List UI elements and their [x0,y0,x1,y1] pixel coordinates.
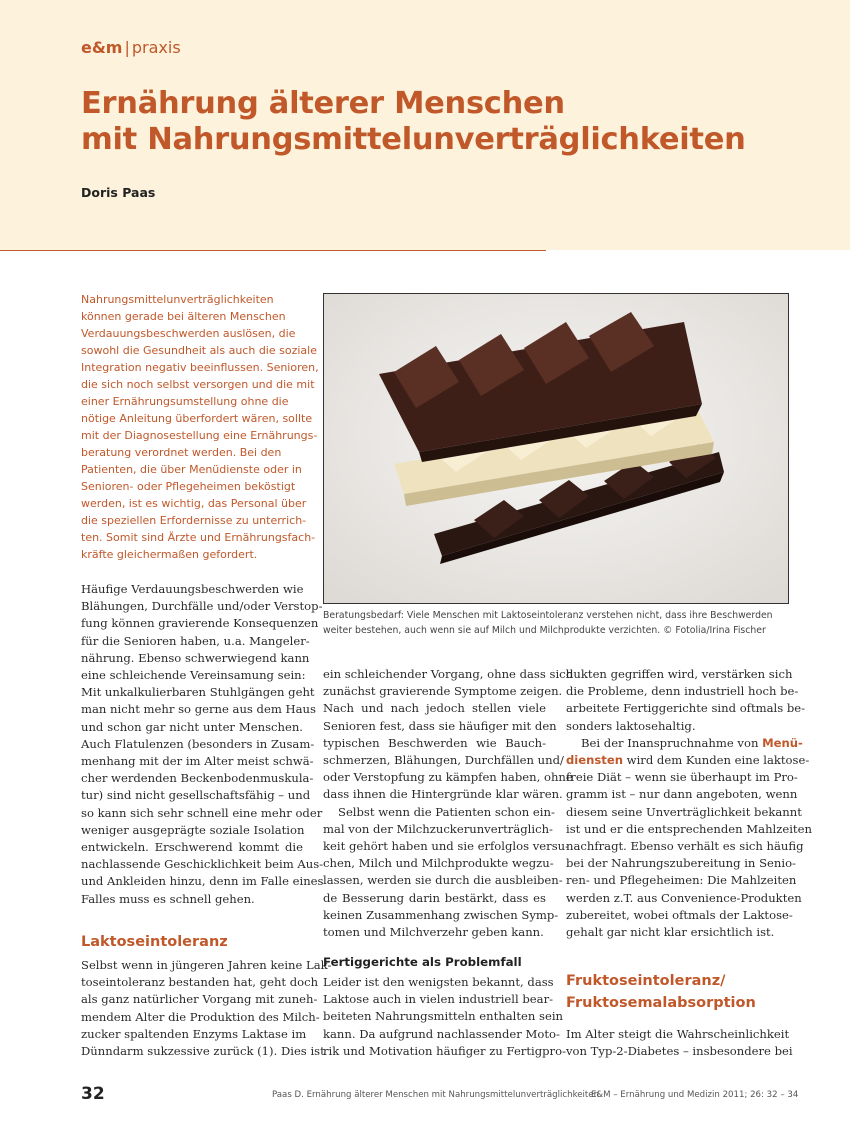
body-line: menhang mit der im Alter meist schwä- [81,754,314,769]
body-line: de Besserung darin bestärkt, dass es [323,890,546,905]
body-line: dukten gegriffen wird, verstärken sich [566,667,793,681]
body-line: Leider ist den wenigsten bekannt, dass [323,975,554,989]
lead-line: sowohl die Gesundheit als auch die soziale [81,344,317,357]
journal-brand: e&m [81,38,123,57]
body-line: die Probleme, denn industriell hoch be- [566,684,799,699]
body-line: toseintoleranz bestanden hat, geht doch [81,975,319,990]
body-line: chen, Milch und Milchprodukte wegzu- [323,856,554,871]
body-line: als ganz natürlicher Vorgang mit zuneh- [81,992,318,1007]
chocolate-illustration [324,294,788,603]
body-line: schmerzen, Blähungen, Durchfällen und/ [323,753,564,768]
body-line: ein schleichender Vorgang, ohne dass sich [323,667,574,681]
body-line: Mit unkalkulierbaren Stuhlgängen geht [81,685,315,700]
body-line: Häufige Verdauungsbeschwerden wie [81,582,304,596]
lead-line: werden, ist es wichtig, das Personal über [81,497,307,510]
title-line: Ernährung älterer Menschen [81,86,565,121]
body-line [566,735,803,752]
body-line: zubereitet, wobei oftmals der Laktose- [566,907,793,922]
body-line: rik und Motivation häufiger zu Fertigpro- [323,1043,566,1058]
article-lead [81,291,319,563]
body-line: man nicht mehr so gerne aus dem Haus [81,702,316,717]
body-line: Auch Flatulenzen (besonders in Zusam- [81,736,315,751]
lead-line: die speziellen Erfordernisse zu unterrich- [81,514,307,527]
link-menuedienste[interactable]: Menü- [762,735,803,750]
body-line: dass ihnen die Hintergründe klar wären. [323,787,563,802]
body-line: gehalt gar nicht klar ersichtlich ist. [566,925,775,940]
page-number: 32 [81,1084,105,1104]
kicker-separator: | [124,38,130,57]
body-line: arbeitete Fertiggerichte sind oftmals be- [566,701,806,716]
lead-line: die sich noch selbst versorgen und die mit [81,378,315,391]
column-1-intro [81,581,324,908]
body-line: kann. Da aufgrund nachlassender Moto- [323,1026,560,1041]
body-line: oder Verstopfung zu kämpfen haben, ohne [323,770,573,785]
body-line: werden z.T. aus Convenience-Produkten [566,890,802,905]
body-line: nährung. Ebenso schwerwiegend kann [81,650,310,665]
body-line: und Ankleiden hinzu, denn im Falle eines [81,874,324,889]
caption-line: weiter bestehen, auch wenn sie auf Milch und Milchprodukte verzichten. © Fotolia/Irina Fischer [323,625,766,636]
lead-line: mit der Diagnosestellung eine Ernährungs- [81,429,318,442]
body-line: tur) sind nicht gesellschaftsfähig – und [81,788,311,803]
lead-line: Senioren- oder Pflegeheimen beköstigt [81,480,296,493]
footer-journal: E&M – Ernährung und Medizin 2011; 26: 32 – 34 [591,1090,799,1100]
column-2-body [323,666,574,941]
lead-line: einer Ernährungsumstellung ohne die [81,395,289,408]
body-line: weniger ausgeprägte soziale Isolation [81,822,305,837]
lead-line: kräfte gleichermaßen gefordert. [81,548,258,561]
body-line: entwickeln. Erschwerend kommt die [81,840,303,855]
body-line: eine schleichende Vereinsamung sein: [81,668,306,683]
body-line: nachlassende Geschicklichkeit beim Aus- [81,857,324,872]
column-3-fruktose [566,1026,793,1060]
body-line: Falles muss es schnell gehen. [81,891,255,906]
caption-line: Beratungsbedarf: Viele Menschen mit Laktoseintoleranz verstehen nicht, dass ihre Beschwerden [323,610,773,621]
body-line: so kann sich sehr schnell eine mehr oder [81,805,323,820]
body-line: zucker spaltenden Enzyms Laktase im [81,1026,307,1041]
body-line: fung können gravierende Konsequenzen [81,616,319,631]
column-2-fertig [323,974,566,1060]
body-line: für die Senioren haben, u.a. Mangeler- [81,633,310,648]
body-line: und schon gar nicht unter Menschen. [81,719,303,734]
title-line: mit Nahrungsmittelunverträglichkeiten [81,122,746,157]
body-line: zunächst gravierende Symptome zeigen. [323,684,563,699]
lead-line: Integration negativ beeinflussen. Senioren, [81,361,319,374]
body-line: Selbst wenn in jüngeren Jahren keine Lak- [81,958,332,972]
header-divider [0,250,546,251]
body-line: Dünndarm sukzessive zurück (1). Dies ist [81,1044,325,1059]
column-1-laktose [81,957,332,1060]
link-menuedienste-cont[interactable]: diensten [566,753,623,768]
body-line: Senioren fest, dass sie häufiger mit den [323,718,557,733]
body-line: ren- und Pflegeheimen: Die Mahlzeiten [566,873,797,888]
body-line: diesem seine Unverträglichkeit bekannt [566,804,802,819]
heading-fertiggerichte: Fertiggerichte als Problemfall [323,955,522,969]
body-line: Selbst wenn die Patienten schon ein- [338,804,555,819]
heading-line: Fruktoseintoleranz/ [566,973,726,989]
body-line: typischen Beschwerden wie Bauch- [323,735,546,750]
lead-line: können gerade bei älteren Menschen [81,310,286,323]
body-text: wird dem Kunden eine laktose- [626,753,810,768]
body-line [566,752,810,769]
heading-laktoseintoleranz: Laktoseintoleranz [81,934,228,950]
author-name: Doris Paas [81,185,156,200]
body-line: Blähungen, Durchfälle und/oder Verstop- [81,599,323,614]
body-line: freie Diät – wenn sie überhaupt im Pro- [566,770,798,785]
body-line: bei der Nahrungszubereitung in Senio- [566,856,796,871]
body-line: Laktose auch in vielen industriell bear- [323,992,554,1007]
figure-caption [323,608,789,638]
body-line: keit gehört haben und sie erfolglos versu- [323,839,570,854]
article-title [81,86,821,158]
body-line: gramm ist – nur dann angeboten, wenn [566,787,798,802]
lead-line: Verdauungsbeschwerden auslösen, die [81,327,296,340]
body-line: beiteten Nahrungsmitteln enthalten sein [323,1009,564,1024]
lead-line: Patienten, die über Menüdienste oder in [81,463,302,476]
body-line: Nach und nach jedoch stellen viele [323,701,546,716]
lead-line: ten. Somit sind Ärzte und Ernährungsfach- [81,531,316,544]
chocolate-photo [323,293,789,604]
section-name: praxis [131,38,181,57]
lead-line: beratung verordnet werden. Bei den [81,446,282,459]
footer-reference: Paas D. Ernährung älterer Menschen mit Nahrungsmittelunverträglichkeiten [272,1090,600,1100]
body-line: Im Alter steigt die Wahrscheinlichkeit [566,1027,790,1041]
body-line: keinen Zusammenhang zwischen Symp- [323,907,559,922]
section-kicker [81,38,181,57]
body-line: lassen, werden sie durch die ausbleiben- [323,873,563,888]
body-line: cher werdenden Beckenbodenmuskula- [81,771,314,786]
body-line: mal von der Milchzuckerunverträglich- [323,821,553,836]
lead-line: nötige Anleitung überfordert wären, sollte [81,412,313,425]
heading-fruktoseintoleranz [566,970,756,1014]
body-line: ist und er die entsprechenden Mahlzeiten [566,821,812,836]
body-line: nachfragt. Ebenso verhält es sich häufig [566,839,804,854]
column-3-body [566,666,812,941]
body-text: Bei der Inanspruchnahme von [581,735,759,750]
body-line: mendem Alter die Produktion des Milch- [81,1009,320,1024]
body-line: sonders laktosehaltig. [566,718,696,733]
body-line: tomen und Milchverzehr geben kann. [323,925,544,940]
lead-line: Nahrungsmittelunverträglichkeiten [81,293,274,306]
heading-line: Fruktosemalabsorption [566,995,756,1011]
body-line: von Typ-2-Diabetes – insbesondere bei [566,1044,793,1059]
